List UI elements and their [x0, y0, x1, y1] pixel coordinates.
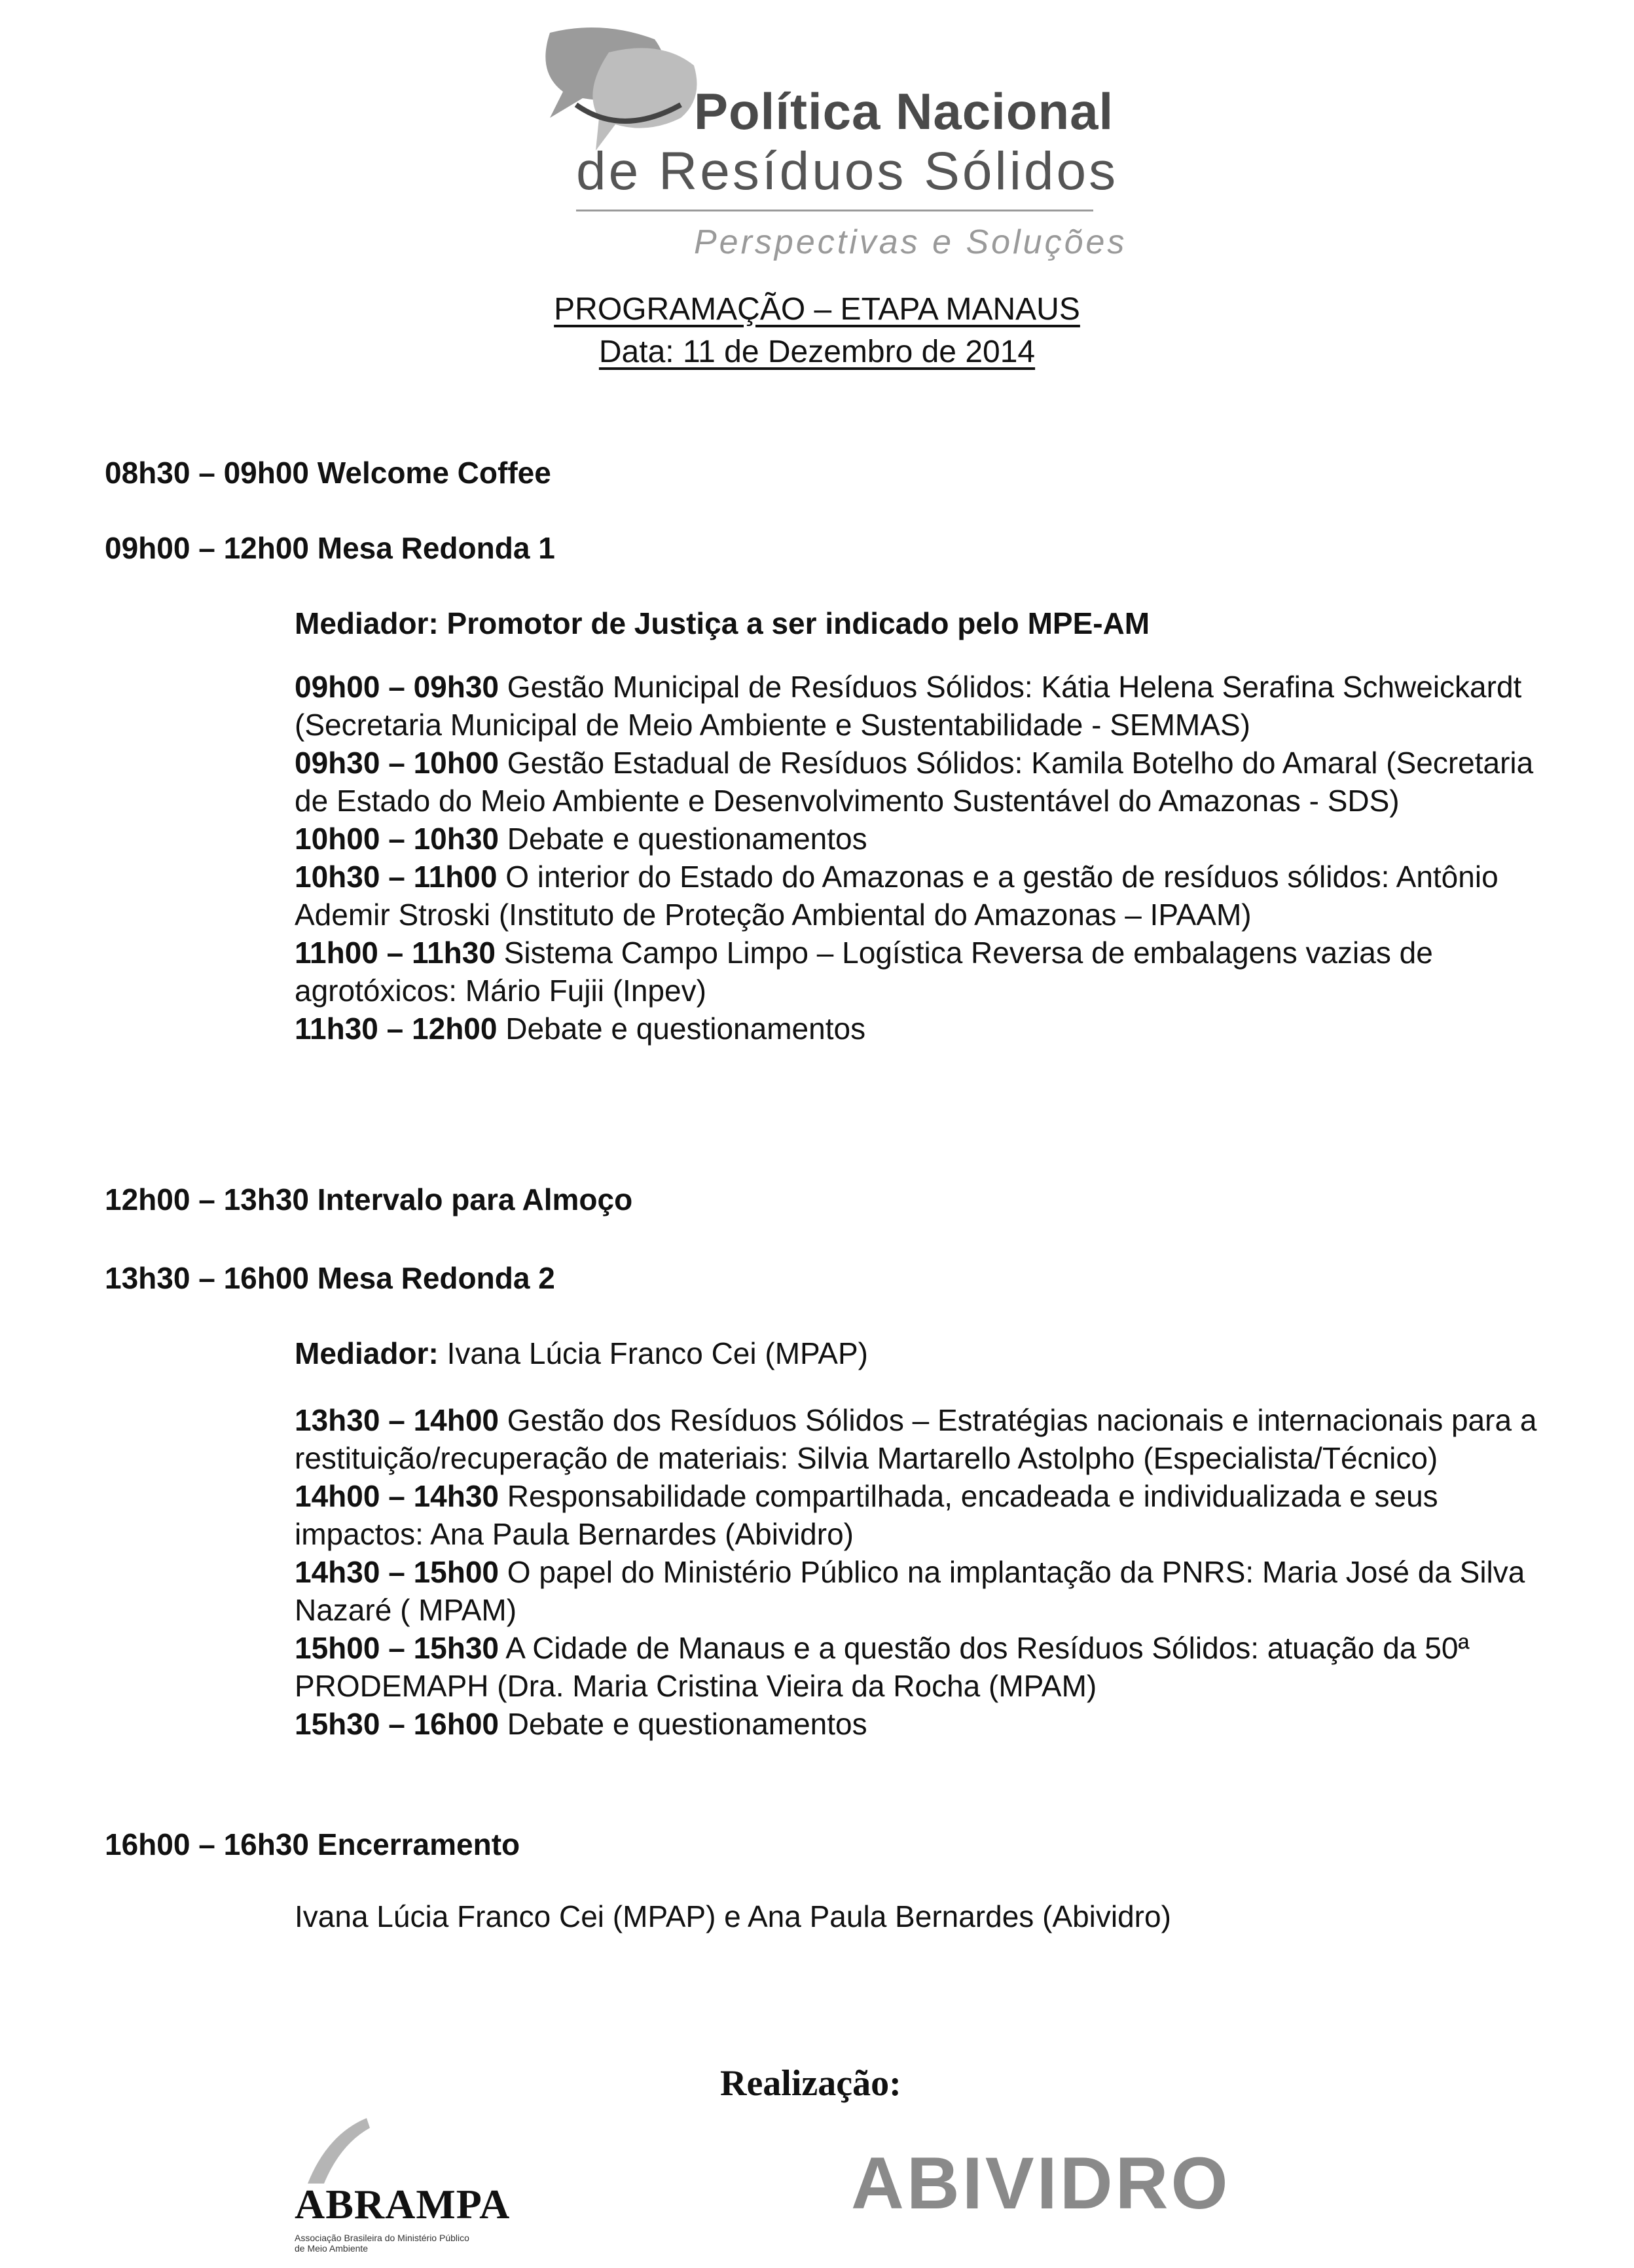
abrampa-swoosh-icon [288, 2115, 393, 2187]
item-text: A Cidade de Manaus e a questão dos Resíduos Sólidos: atuação da 50ª PRODEMAPH (Dra. Maria Cristina Vieira da Rocha (MPAM) [295, 1631, 1470, 1703]
session-mesa-redonda-2: 13h30 – 16h00 Mesa Redonda 2 [105, 1261, 555, 1295]
header-logo [517, 26, 1127, 262]
logo-tagline: Perspectivas e Soluções [694, 223, 1127, 261]
mesa2-schedule [295, 1401, 1538, 1743]
session-lunch-break: 12h00 – 13h30 Intervalo para Almoço [105, 1182, 633, 1216]
schedule-item [295, 820, 1538, 858]
abrampa-subtitle-line1: Associação Brasileira do Ministério Público [295, 2233, 469, 2243]
schedule-item [295, 1401, 1538, 1477]
schedule-item [295, 1705, 1538, 1743]
schedule-item [295, 1629, 1538, 1705]
session-mesa-redonda-1: 09h00 – 12h00 Mesa Redonda 1 [105, 531, 555, 565]
abrampa-name: ABRAMPA [295, 2181, 511, 2227]
mediator-name: Ivana Lúcia Franco Cei (MPAP) [446, 1336, 868, 1370]
item-time: 15h30 – 16h00 [295, 1707, 499, 1741]
abrampa-logo [288, 2115, 563, 2252]
schedule-item [295, 858, 1538, 934]
mediator-label: Mediador: [295, 1336, 439, 1370]
item-time: 11h00 – 11h30 [295, 936, 496, 970]
item-time: 10h30 – 11h00 [295, 860, 498, 894]
schedule-item [295, 1010, 1538, 1048]
schedule-item [295, 934, 1538, 1010]
logo-divider [576, 210, 1093, 211]
item-text: O papel do Ministério Público na implantação da PNRS: Maria José da Silva Nazaré ( MPAM) [295, 1555, 1525, 1627]
item-time: 09h00 – 09h30 [295, 670, 499, 704]
item-time: 14h00 – 14h30 [295, 1479, 499, 1513]
session-closing: 16h00 – 16h30 Encerramento [105, 1827, 520, 1861]
item-text: O interior do Estado do Amazonas e a gestão de resíduos sólidos: Antônio Ademir Stroski (Instituto de Proteção Ambiental do Amazonas – IPAAM) [295, 860, 1498, 932]
abividro-logo: ABIVIDRO [851, 2142, 1231, 2224]
schedule-item [295, 1553, 1538, 1629]
mesa1-schedule [295, 668, 1538, 1048]
item-time: 15h00 – 15h30 [295, 1631, 499, 1665]
schedule-item [295, 668, 1538, 744]
item-time: 13h30 – 14h00 [295, 1403, 499, 1437]
program-date: Data: 11 de Dezembro de 2014 [598, 335, 1036, 369]
logo-title: Política Nacional [694, 82, 1114, 140]
item-time: 11h30 – 12h00 [295, 1012, 498, 1046]
schedule-item [295, 1477, 1538, 1553]
schedule-item [295, 744, 1538, 820]
item-text: Gestão Municipal de Resíduos Sólidos: Kátia Helena Serafina Schweickardt (Secretaria Municipal de Meio Ambiente e Sustentabilidade - SEMMAS) [295, 670, 1522, 742]
item-text: Gestão Estadual de Resíduos Sólidos: Kamila Botelho do Amaral (Secretaria de Estado do Meio Ambiente e Desenvolvimento Sustentável do Amazonas - SDS) [295, 746, 1534, 818]
abrampa-subtitle [295, 2233, 469, 2254]
item-text: Gestão dos Resíduos Sólidos – Estratégias nacionais e internacionais para a restituição/recuperação de materiais: Silvia Martarello Astolpho (Especialista/Técnico) [295, 1403, 1537, 1475]
item-text: Sistema Campo Limpo – Logística Reversa de embalagens vazias de agrotóxicos: Mário Fujii (Inpev) [295, 936, 1433, 1008]
abrampa-subtitle-line2: de Meio Ambiente [295, 2243, 369, 2254]
mesa2-mediator [295, 1336, 868, 1371]
closing-speakers: Ivana Lúcia Franco Cei (MPAP) e Ana Paula Bernardes (Abividro) [295, 1899, 1171, 1933]
realizacao-label: Realização: [720, 2063, 901, 2104]
item-time: 14h30 – 15h00 [295, 1555, 499, 1589]
mesa1-mediator: Mediador: Promotor de Justiça a ser indicado pelo MPE-AM [295, 606, 1150, 640]
item-text: Debate e questionamentos [507, 822, 867, 856]
item-time: 09h30 – 10h00 [295, 746, 499, 780]
item-text: Responsabilidade compartilhada, encadeada e individualizada e seus impactos: Ana Paula Bernardes (Abividro) [295, 1479, 1438, 1551]
item-time: 10h00 – 10h30 [295, 822, 499, 856]
item-text: Debate e questionamentos [505, 1012, 866, 1046]
program-title: PROGRAMAÇÃO – ETAPA MANAUS [554, 292, 1080, 327]
logo-subtitle: de Resíduos Sólidos [576, 141, 1119, 201]
item-text: Debate e questionamentos [507, 1707, 867, 1741]
session-welcome-coffee: 08h30 – 09h00 Welcome Coffee [105, 456, 551, 490]
